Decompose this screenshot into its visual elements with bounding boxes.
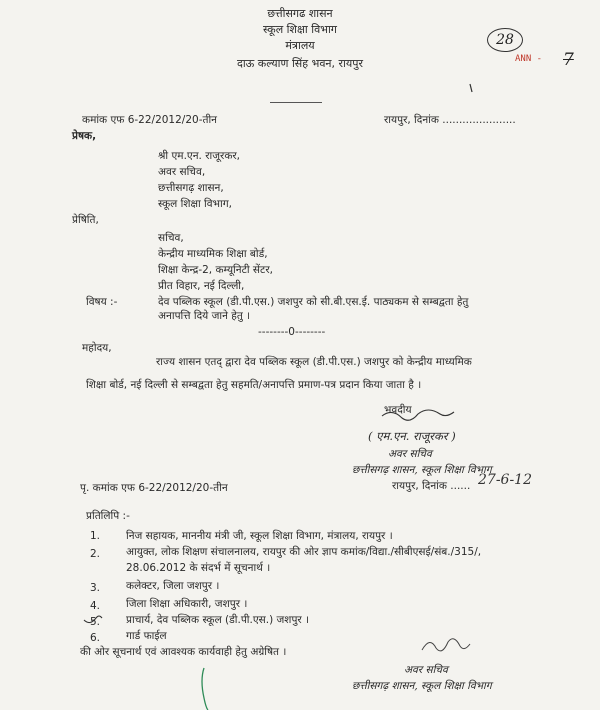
annexure-number: 7 bbox=[563, 50, 574, 70]
subject-line: देव पब्लिक स्कूल (डी.पी.एस.) जशपुर को सी.बी.एस.ई. पाठ्यकम से सम्बद्वता हेतु bbox=[158, 296, 469, 308]
signatory-name: ( एम.एन. राजूरकर ) bbox=[368, 429, 456, 443]
closing-text: भवदीय bbox=[384, 404, 412, 416]
signatory-title: अवर सचिव bbox=[388, 448, 432, 460]
order-place-date: रायपुर, दिनांक ...................... bbox=[384, 114, 516, 126]
ink-mark-item5 bbox=[84, 616, 102, 623]
subject-line: अनापत्ति दिये जाने हेतु । bbox=[158, 310, 251, 322]
endorsement-number: पृ. कमांक एफ 6-22/2012/20-तीन bbox=[80, 482, 228, 494]
copy-label: प्रतिलिपि :- bbox=[86, 510, 130, 522]
copy-item-number: 3. bbox=[90, 582, 101, 594]
sender-line: छत्तीसगढ़ शासन, bbox=[158, 182, 224, 194]
subject-divider: --------0-------- bbox=[258, 326, 326, 338]
copy-item-number: 1. bbox=[90, 530, 101, 542]
page-number-circle: 28 bbox=[487, 28, 523, 52]
header-address: दाऊ कल्याण सिंह भवन, रायपुर bbox=[236, 57, 364, 70]
endorsement-place-date: रायपुर, दिनांक ...... bbox=[392, 480, 471, 492]
sender-line: स्कूल शिक्षा विभाग, bbox=[158, 198, 232, 210]
signatory-title: अवर सचिव bbox=[404, 664, 448, 676]
annexure-label: ANN - bbox=[515, 54, 543, 64]
salutation: महोदय, bbox=[82, 342, 112, 354]
recipient-line: सचिव, bbox=[158, 232, 184, 244]
body-paragraph-line: राज्य शासन एतद् द्वारा देव पब्लिक स्कूल (डी.पी.एस.) जशपुर को केन्द्रीय माध्यमिक bbox=[156, 356, 472, 368]
copy-item-number: 4. bbox=[90, 600, 101, 612]
subject-label: विषय :- bbox=[86, 296, 118, 308]
signature-scribble-lower bbox=[422, 639, 470, 651]
copy-item-number: 6. bbox=[90, 632, 101, 644]
sender-label: प्रेषक, bbox=[72, 130, 97, 142]
copy-item-number: 5. bbox=[90, 616, 101, 628]
handwritten-date: 27-6-12 bbox=[478, 472, 532, 488]
header-department: स्कूल शिक्षा विभाग bbox=[263, 23, 337, 36]
recipient-line: शिक्षा केन्द्र-2, कम्यूनिटी सेंटर, bbox=[158, 264, 273, 276]
forwarding-note: की ओर सूचनार्थ एवं आवश्यक कार्यवाही हेतु अग्रेषित । bbox=[80, 646, 287, 658]
ink-tick bbox=[470, 84, 472, 92]
copy-item-text: प्राचार्य, देव पब्लिक स्कूल (डी.पी.एस.) जशपुर । bbox=[126, 614, 310, 626]
sender-line: श्री एम.एन. राजूरकर, bbox=[158, 150, 241, 162]
copy-item-text: 28.06.2012 के संदर्भ में सूचनार्थ । bbox=[126, 562, 271, 574]
copy-item-text: जिला शिक्षा अधिकारी, जशपुर । bbox=[126, 598, 248, 610]
copy-item-text: निज सहायक, माननीय मंत्री जी, स्कूल शिक्षा विभाग, मंत्रालय, रायपुर । bbox=[126, 530, 393, 542]
signatory-department: छत्तीसगढ़ शासन, स्कूल शिक्षा विभाग bbox=[352, 680, 492, 692]
recipient-label: प्रेषिति, bbox=[72, 214, 99, 226]
header-government: छत्तीसगढ शासन bbox=[267, 7, 333, 20]
header-secretariat: मंत्रालय bbox=[285, 39, 315, 52]
recipient-line: केन्द्रीय माध्यमिक शिक्षा बोर्ड, bbox=[158, 248, 268, 260]
copy-item-text: कलेक्टर, जिला जशपुर । bbox=[126, 580, 220, 592]
copy-item-text: आयुक्त, लोक शिक्षण संचालनालय, रायपुर की ओर ज्ञाप कमांक/विद्या./सीबीएसई/संब./315/, bbox=[126, 546, 482, 558]
copy-item-text: गार्ड फाईल bbox=[126, 630, 167, 642]
signatory-department: छत्तीसगढ़ शासन, स्कूल शिक्षा विभाग bbox=[352, 464, 492, 476]
copy-item-number: 2. bbox=[90, 548, 101, 560]
body-paragraph-line: शिक्षा बोर्ड, नई दिल्ली से सम्बद्वता हेतु सहमति/अनापत्ति प्रमाण-पत्र प्रदान किया जाता है । bbox=[86, 379, 422, 391]
order-number: कमांक एफ 6-22/2012/20-तीन bbox=[82, 114, 218, 126]
green-ink-stroke bbox=[202, 668, 208, 710]
sender-line: अवर सचिव, bbox=[158, 166, 206, 178]
recipient-line: प्रीत विहार, नई दिल्ली, bbox=[158, 280, 245, 292]
signature-scribble bbox=[382, 410, 454, 420]
